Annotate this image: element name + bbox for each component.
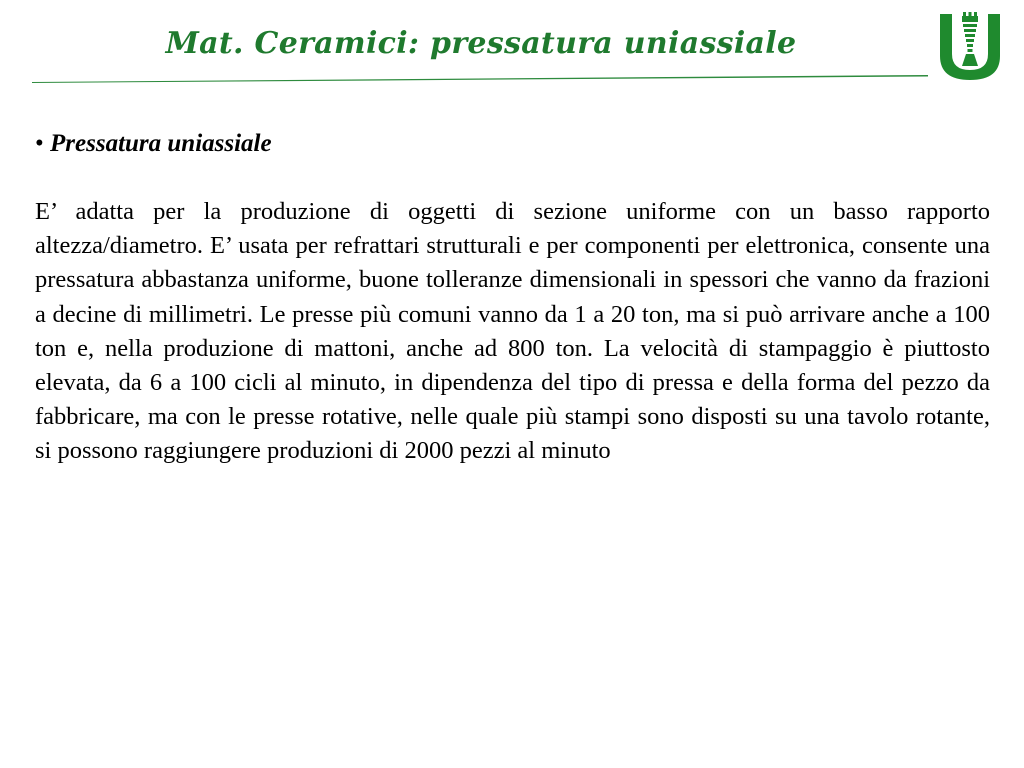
university-tower-logo-icon bbox=[936, 10, 1004, 82]
slide-content bbox=[35, 127, 990, 469]
bullet-item bbox=[35, 127, 990, 161]
title-underline bbox=[32, 75, 928, 83]
slide-title: Mat. Ceramici: pressatura uniassiale bbox=[165, 26, 797, 61]
bullet-heading: Pressatura uniassiale bbox=[50, 130, 272, 157]
body-paragraph: E’ adatta per la produzione di oggetti di sezione uniforme con un basso rapporto altezza/diametro. E’ usata per refrattari strutturali e per componenti per elettronica, consente una pressatura abbastanza uniforme, buone tolleranze dimensionali in spessori che vanno da frazioni a decine di millimetri. Le presse più comuni vanno da 1 a 20 ton, ma si può arrivare anche a 100 ton e, nella produzione di mattoni, anche ad 800 ton. La velocità di stampaggio è piuttosto elevata, da 6 a 100 cicli al minuto, in dipendenza del tipo di pressa e della forma del pezzo da fabbricare, ma con le presse rotative, nelle quale più stampi sono disposti su una tavolo rotante, si possono raggiungere produzioni di 2000 pezzi al minuto bbox=[35, 198, 990, 465]
bullet-mark: • bbox=[35, 130, 44, 157]
